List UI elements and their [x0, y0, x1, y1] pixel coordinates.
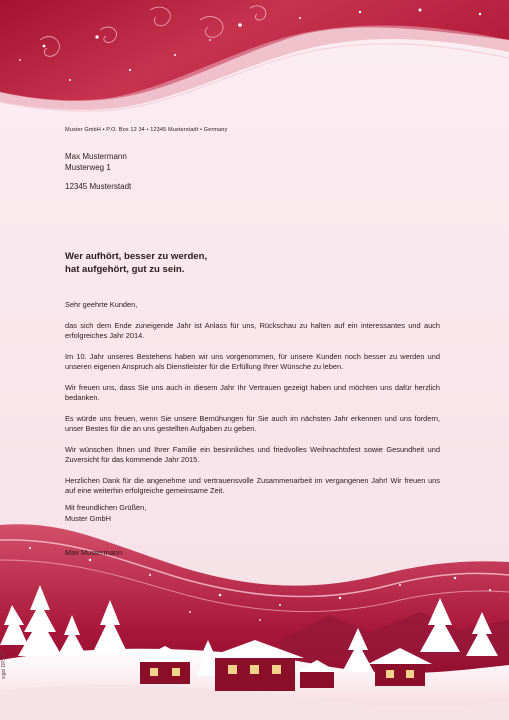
letter-headline [65, 250, 207, 276]
closing-company: Muster GmbH [65, 513, 111, 523]
headline-line-1: Wer aufhört, besser zu werden, [65, 251, 208, 262]
body-paragraph: Im 10. Jahr unseres Bestehens haben wir uns vorgenommen, für unsere Kunden noch besser zu werden und unseren eigenen Anspruch als Dienstleister für die Erfüllung Ihrer Wünsche zu leben. [65, 351, 440, 371]
brand-mark: sigel DP138 [1, 652, 7, 679]
body-paragraph: Herzlichen Dank für die angenehme und vertrauensvolle Zusammenarbeit im vergangenen Jahr! Wir freuen uns auf eine weiterhin erfolgreiche gemeinsame Zeit. [65, 475, 440, 495]
recipient-name: Max Mustermann [65, 152, 127, 161]
recipient-street: Musterweg 1 [65, 163, 111, 172]
closing-block [65, 503, 146, 524]
body-paragraph: Wir freuen uns, dass Sie uns auch in diesem Jahr Ihr Vertrauen gezeigt haben und möchten uns dafür herzlich bedanken. [65, 382, 440, 402]
sender-address-line: Muster GmbH • P.O. Box 12 34 • 12345 Musterstadt • Germany [65, 127, 228, 133]
body-paragraph: das sich dem Ende zuneigende Jahr ist Anlass für uns, Rückschau zu halten auf ein interessantes und auch erfolgreiches Jahr 2014. [65, 320, 440, 340]
body-paragraph: Wir wünschen Ihnen und Ihrer Familie ein besinnliches und friedvolles Weihnachtsfest sowie Gesundheit und Zuversicht für das kommende Jahr 2015. [65, 444, 440, 464]
closing-greeting: Mit freundlichen Grüßen, [65, 503, 147, 512]
signature-name: Max Mustermann [65, 548, 123, 557]
salutation: Sehr geehrte Kunden, [65, 300, 138, 309]
recipient-city: 12345 Musterstadt [65, 182, 132, 191]
letter-body [65, 300, 440, 507]
body-paragraph: Es würde uns freuen, wenn Sie unsere Bemühungen für Sie auch im nächsten Jahr erkennen und uns fordern, unser Bestes für die an uns gestellten Aufgaben zu geben. [65, 413, 440, 433]
headline-line-2: hat aufgehört, gut zu sein. [65, 264, 185, 275]
recipient-address [65, 151, 131, 192]
